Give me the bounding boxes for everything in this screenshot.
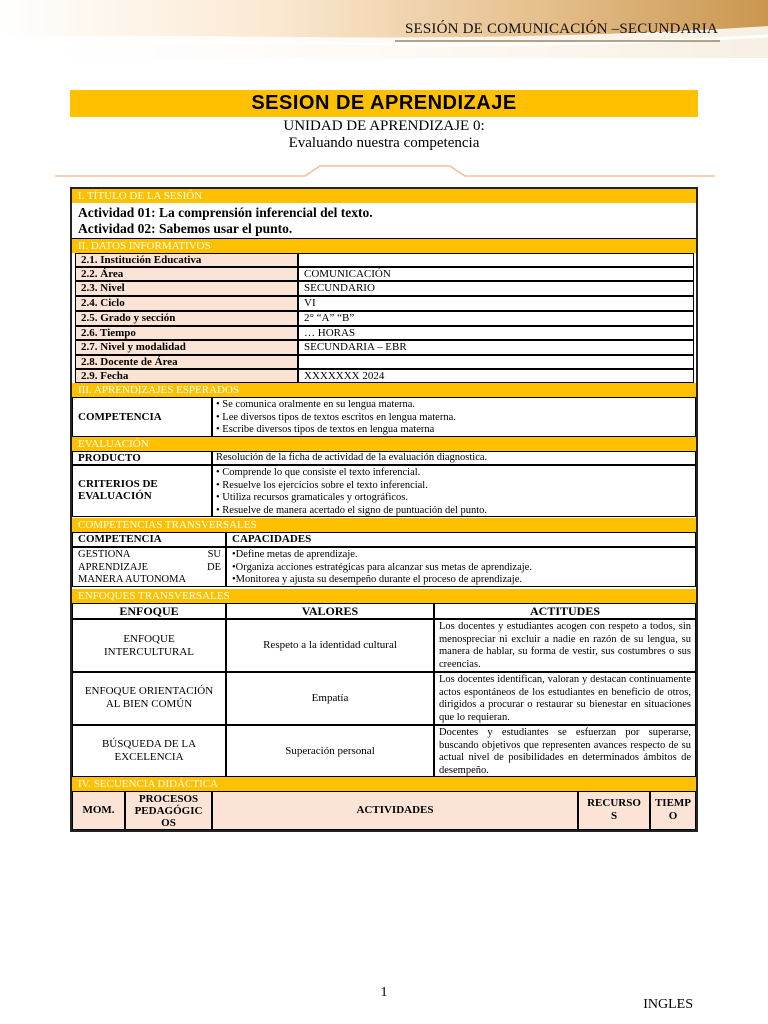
datos-value-cell — [298, 253, 694, 267]
col-procesos-cell — [125, 791, 212, 830]
col-header-procesos: PEDAGÓGIC — [134, 805, 203, 817]
datos-value-cell — [298, 340, 694, 355]
competencias-list — [212, 397, 696, 437]
datos-value-cell — [298, 281, 694, 296]
datos-value: COMUNICACIÓN — [304, 268, 391, 280]
section-heading-aprendizajes: III. APRENDIZAJES ESPERADOS — [72, 383, 696, 397]
page-title: SESION DE APRENDIZAJE — [70, 90, 698, 117]
col-actividades-cell — [212, 791, 578, 830]
col-mom-cell — [72, 791, 125, 830]
datos-value-cell — [298, 311, 694, 326]
unit-title: UNIDAD DE APRENDIZAJE 0: — [283, 118, 485, 134]
enfoque-cell — [72, 725, 226, 777]
criterio-item: • Comprende lo que consiste el texto inferencial. — [216, 467, 421, 478]
competencia-label-cell — [72, 397, 212, 437]
valores-header-cell — [226, 603, 434, 619]
col-header-procesos: OS — [161, 817, 176, 829]
activity-2: Actividad 02: Sabemos usar el punto. — [78, 221, 293, 236]
datos-label-cell — [75, 253, 298, 267]
transversal-competencia-cell — [72, 547, 226, 587]
datos-value-cell — [298, 355, 694, 369]
competencia-item: • Escribe diversos tipos de textos en lengua materna — [216, 424, 435, 435]
transversal-competencia-line: GESTIONA SU — [78, 549, 221, 560]
datos-value: XXXXXXX 2024 — [304, 370, 385, 382]
enfoque-header-cell — [72, 603, 226, 619]
datos-label-cell — [75, 340, 298, 355]
datos-label-cell — [75, 355, 298, 369]
criterios-label-cell — [72, 465, 212, 517]
valor-text: Superación personal — [285, 745, 375, 757]
competencia-label: COMPETENCIA — [78, 411, 162, 423]
page-number: 1 — [380, 985, 388, 1000]
datos-label-cell — [75, 296, 298, 311]
col-recursos-cell — [578, 791, 650, 830]
producto-label-cell — [72, 451, 212, 465]
enfoque-name: EXCELENCIA — [114, 751, 184, 763]
enfoque-name: ENFOQUE ORIENTACIÓN — [84, 685, 214, 697]
datos-label: 2.3. Nivel — [81, 282, 125, 294]
capacidad-item: •Organiza acciones estratégicas para alcanzar sus metas de aprendizaje. — [232, 561, 532, 573]
enfoque-name: ENFOQUE — [123, 633, 175, 645]
actitud-cell — [434, 672, 696, 725]
header-band — [0, 0, 768, 58]
valor-cell — [226, 672, 434, 725]
unit-subtitle: Evaluando nuestra competencia — [288, 135, 480, 151]
section-heading-titulo: I. TÍTULO DE LA SESIÓN — [72, 189, 696, 203]
col-tiempo-cell — [650, 791, 696, 830]
competencia-item: • Lee diversos tipos de textos escritos en lengua materna. — [216, 411, 456, 423]
datos-value: SECUNDARIA – EBR — [304, 341, 407, 353]
datos-label-cell — [75, 281, 298, 296]
enfoque-name: AL BIEN COMÚN — [105, 698, 193, 710]
criterios-list — [212, 465, 696, 517]
section-heading-enfoques: ENFOQUES TRANSVERSALES — [72, 589, 696, 603]
criterio-item: • Resuelve los ejercicios sobre el texto inferencial. — [216, 479, 428, 491]
datos-label: 2.9. Fecha — [81, 370, 129, 382]
actitud-text: Docentes y estudiantes se esfuerzan por superarse, buscando objetivos que representen avances respecto de su actual nivel de posibilidades en determinados ámbitos de desempeño. — [439, 727, 691, 776]
datos-label: 2.2. Área — [81, 268, 124, 280]
valor-text: Empatía — [311, 692, 349, 704]
datos-label-cell — [75, 326, 298, 340]
capacidades-list — [226, 547, 696, 587]
competencia-item: • Se comunica oralmente en su lengua materna. — [216, 399, 416, 410]
criterio-item: • Resuelve de manera acertado el signo de puntuación del punto. — [216, 504, 488, 516]
section-heading-evaluacion: EVALUACIÓN — [72, 437, 696, 451]
datos-label: 2.1. Institución Educativa — [81, 254, 202, 266]
producto-label: PRODUCTO — [78, 452, 141, 464]
transversal-competencia-line: APRENDIZAJE DE — [78, 561, 221, 573]
producto-value: Resolución de la ficha de actividad de la evaluación diagnostica. — [216, 452, 488, 463]
producto-value-cell — [212, 451, 696, 465]
valor-text: Respeto a la identidad cultural — [263, 639, 397, 651]
datos-label: 2.4. Ciclo — [81, 297, 125, 309]
valor-cell — [226, 619, 434, 672]
datos-label: 2.6. Tiempo — [81, 327, 136, 339]
datos-value: VI — [304, 297, 316, 309]
transversal-header-capacidades — [226, 532, 696, 547]
capacidad-item: •Monitorea y ajusta su desempeño durante el proceso de aprendizaje. — [232, 574, 522, 585]
actitud-cell — [434, 619, 696, 672]
datos-value-cell — [298, 296, 694, 311]
decorative-divider — [55, 163, 715, 179]
datos-value: SECUNDARIO — [304, 282, 375, 294]
col-header-tiempo: TIEMP — [654, 797, 692, 809]
datos-value: 2° “A” “B” — [304, 312, 355, 324]
activity-1: Actividad 01: La comprensión inferencial del texto. — [78, 205, 373, 220]
section-heading-datos: II. DATOS INFORMATIVOS — [72, 239, 696, 253]
actitudes-header-cell — [434, 603, 696, 619]
actitud-text: Los docentes y estudiantes acogen con respeto a todos, sin menospreciar ni excluir a nadie en razón de su lengua, su manera de hablar, su forma de vestir, sus costumbres o sus creencias. — [439, 621, 691, 670]
activities-cell — [72, 203, 696, 239]
capacidad-item: •Define metas de aprendizaje. — [232, 549, 358, 560]
datos-label: 2.8. Docente de Área — [81, 356, 178, 368]
datos-value-cell — [298, 267, 694, 281]
col-header-recursos: S — [610, 810, 618, 822]
datos-label: 2.7. Nivel y modalidad — [81, 341, 186, 353]
criterios-label: CRITERIOS DE — [78, 478, 158, 490]
section-heading-transversales: COMPETENCIAS TRANSVERSALES — [72, 518, 696, 532]
criterios-label: EVALUACIÓN — [78, 490, 152, 502]
datos-label: 2.5. Grado y sección — [81, 312, 176, 324]
datos-label-cell — [75, 267, 298, 281]
enfoque-name: BÚSQUEDA DE LA — [101, 738, 197, 750]
datos-label-cell — [75, 369, 298, 383]
transversal-competencia-line: MANERA AUTONOMA — [78, 574, 187, 585]
col-header-competencia: COMPETENCIA — [78, 533, 162, 545]
col-header-mom: MOM. — [82, 804, 115, 816]
col-header-actividades: ACTIVIDADES — [356, 804, 434, 816]
valor-cell — [226, 725, 434, 777]
col-header-capacidades: CAPACIDADES — [232, 533, 312, 545]
footer-subject: INGLES — [643, 997, 693, 1012]
col-header-procesos: PROCESOS — [138, 793, 199, 805]
enfoque-cell — [72, 619, 226, 672]
col-header-actitudes: ACTITUDES — [529, 604, 601, 618]
section-heading-secuencia: IV. SECUENCIA DIDÁCTICA — [72, 777, 696, 791]
datos-label-cell — [75, 311, 298, 326]
transversal-header-competencia — [72, 532, 226, 547]
col-header-tiempo: O — [668, 810, 678, 822]
col-header-recursos: RECURSO — [587, 797, 641, 809]
datos-value-cell — [298, 326, 694, 340]
datos-value-cell — [298, 369, 694, 383]
criterio-item: • Utiliza recursos gramaticales y ortográficos. — [216, 492, 409, 503]
col-header-enfoque: ENFOQUE — [119, 604, 179, 618]
header-title: SESIÓN DE COMUNICACIÓN –SECUNDARIA — [404, 21, 718, 37]
datos-value: … HORAS — [304, 327, 356, 339]
actitud-text: Los docentes identifican, valoran y destacan continuamente actos espontáneos de los estudiantes en beneficio de otros, dirigidos a procurar o restaurar su bienestar en situaciones que lo requieran. — [439, 674, 691, 723]
actitud-cell — [434, 725, 696, 777]
enfoque-cell — [72, 672, 226, 725]
enfoque-name: INTERCULTURAL — [103, 646, 195, 658]
col-header-valores: VALORES — [301, 604, 359, 618]
